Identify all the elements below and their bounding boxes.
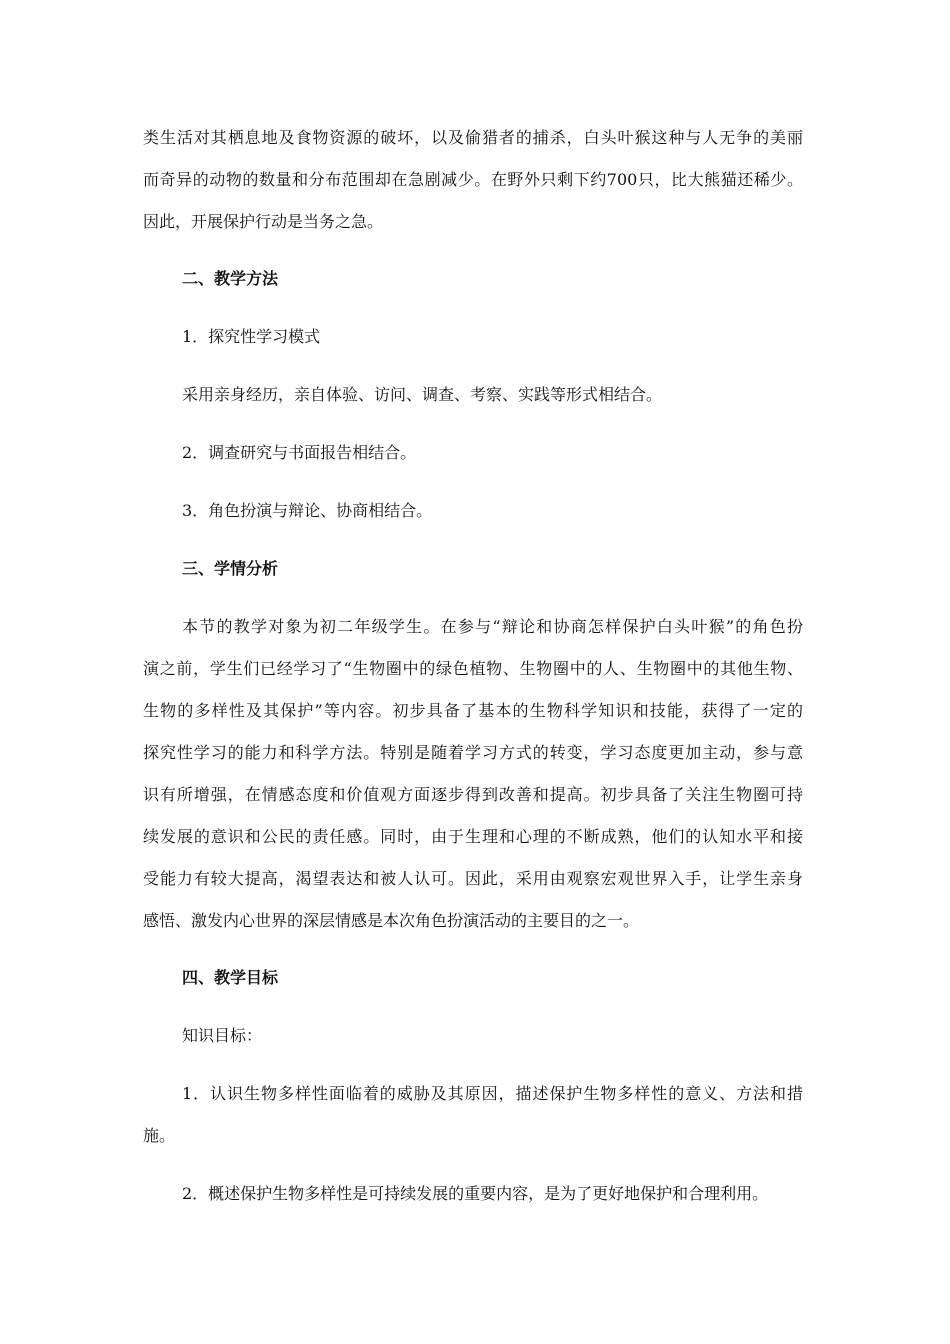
section-heading-teaching-goals: 四、教学目标 bbox=[182, 968, 279, 987]
method-item-3: 3．角色扮演与辩论、协商相结合。 bbox=[182, 501, 433, 520]
intro-line-3: 因此，开展保护行动是当务之急。 bbox=[143, 212, 384, 231]
analysis-line-1: 本节的教学对象为初二年级学生。在参与“辩论和协商怎样保护白头叶猴”的角色扮 bbox=[182, 617, 803, 636]
section-heading-teaching-methods: 二、教学方法 bbox=[182, 269, 279, 288]
method-item-1-detail: 采用亲身经历，亲自体验、访问、调查、考察、实践等形式相结合。 bbox=[182, 385, 663, 404]
analysis-line-3: 生物的多样性及其保护”等内容。初步具备了基本的生物科学知识和技能，获得了一定的 bbox=[143, 701, 803, 720]
analysis-line-7: 受能力有较大提高，渴望表达和被人认可。因此，采用由观察宏观世界入手，让学生亲身 bbox=[143, 869, 803, 888]
section-heading-learner-analysis: 三、学情分析 bbox=[182, 559, 279, 578]
method-item-2: 2．调查研究与书面报告相结合。 bbox=[182, 443, 417, 462]
intro-line-2: 而奇异的动物的数量和分布范围却在急剧减少。在野外只剩下约700只，比大熊猫还稀少。 bbox=[143, 170, 803, 189]
goal-item-2: 2．概述保护生物多样性是可持续发展的重要内容，是为了更好地保护和合理利用。 bbox=[182, 1184, 769, 1203]
analysis-line-6: 续发展的意识和公民的责任感。同时，由于生理和心理的不断成熟，他们的认知水平和接 bbox=[143, 827, 803, 846]
goal-item-1-line-1: 1．认识生物多样性面临着的威胁及其原因，描述保护生物多样性的意义、方法和措 bbox=[182, 1084, 803, 1103]
analysis-line-4: 探究性学习的能力和科学方法。特别是随着学习方式的转变，学习态度更加主动，参与意 bbox=[143, 743, 803, 762]
analysis-line-8: 感悟、激发内心世界的深层情感是本次角色扮演活动的主要目的之一。 bbox=[143, 911, 640, 930]
analysis-line-2: 演之前，学生们已经学习了“生物圈中的绿色植物、生物圈中的人、生物圈中的其他生物、 bbox=[143, 659, 803, 678]
analysis-line-5: 识有所增强，在情感态度和价值观方面逐步得到改善和提高。初步具备了关注生物圈可持 bbox=[143, 785, 803, 804]
goal-item-1-line-2: 施。 bbox=[143, 1126, 176, 1145]
method-item-1: 1．探究性学习模式 bbox=[182, 327, 321, 346]
intro-line-1: 类生活对其栖息地及食物资源的破坏，以及偷猎者的捕杀，白头叶猴这种与人无争的美丽 bbox=[143, 128, 803, 147]
knowledge-goals-label: 知识目标： bbox=[182, 1026, 263, 1045]
